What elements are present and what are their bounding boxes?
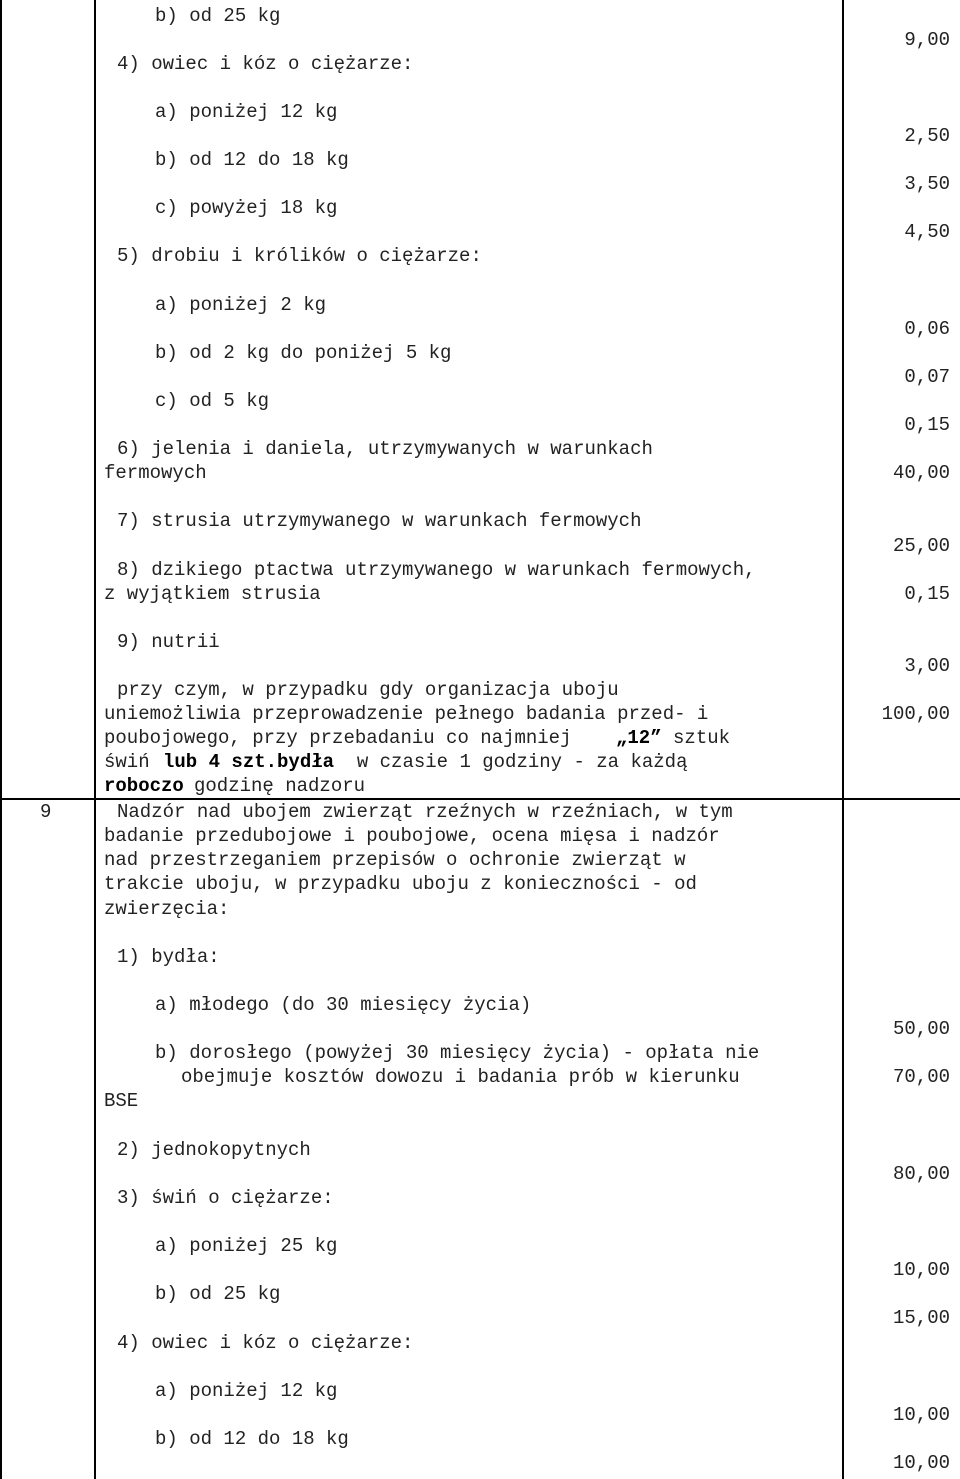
- description-line: zwierzęcia:: [104, 898, 230, 920]
- description-line: a) poniżej 25 kg: [155, 1235, 338, 1257]
- description-line: 6) jelenia i daniela, utrzymywanych w warunkach: [117, 438, 653, 460]
- fee-value: 4,50: [904, 221, 950, 243]
- description-line: BSE: [104, 1090, 139, 1112]
- description-line: badanie przedubojowe i poubojowe, ocena mięsa i nadzór: [104, 825, 720, 847]
- description-line: z wyjątkiem strusia: [104, 583, 321, 605]
- description-line: 2) jednokopytnych: [117, 1139, 311, 1161]
- description-line: 8) dzikiego ptactwa utrzymywanego w warunkach fermowych,: [117, 559, 756, 581]
- godzine-nadzoru: godzinę nadzoru: [194, 775, 366, 797]
- description-line: a) poniżej 12 kg: [155, 1380, 338, 1402]
- fee-value: 100,00: [881, 703, 950, 725]
- description-line: fermowych: [104, 462, 207, 484]
- fee-value: 2,50: [904, 125, 950, 147]
- description-line: a) poniżej 2 kg: [155, 294, 327, 316]
- description-line: c) od 5 kg: [155, 390, 270, 412]
- description-line: świń: [104, 751, 162, 773]
- description-line: b) od 25 kg: [155, 5, 281, 27]
- description-line: 1) bydła:: [117, 946, 220, 968]
- inline-bydla: [163, 750, 688, 774]
- description-line: trakcie uboju, w przypadku uboju z konieczności - od: [104, 873, 697, 895]
- column-divider-fee: [842, 0, 844, 1479]
- description-line: 3) świń o ciężarze:: [117, 1187, 334, 1209]
- table-left-border: [0, 0, 2, 1479]
- inline-godzine: [194, 774, 365, 798]
- fee-value: 15,00: [892, 1307, 950, 1329]
- description-line: 9) nutrii: [117, 631, 220, 653]
- description-line: uniemożliwia przeprowadzenie pełnego badania przed- i: [104, 703, 709, 725]
- time-text: w czasie 1 godziny - za każdą: [334, 751, 688, 773]
- description-line: nad przestrzeganiem przepisów o ochronie zwierząt w: [104, 849, 686, 871]
- description-line: przy czym, w przypadku gdy organizacja uboju: [117, 679, 619, 701]
- column-divider-number: [94, 0, 96, 1479]
- description-line: b) dorosłego (powyżej 30 miesięcy życia) - opłata nie: [155, 1042, 760, 1064]
- description-line: a) młodego (do 30 miesięcy życia): [155, 994, 532, 1016]
- fee-value: 80,00: [892, 1163, 950, 1185]
- description-line: b) od 12 do 18 kg: [155, 1428, 349, 1450]
- fee-value: 50,00: [892, 1018, 950, 1040]
- description-line: 4) owiec i kóz o ciężarze:: [117, 1332, 414, 1354]
- fee-value: 3,00: [904, 655, 950, 677]
- fee-value: 9,00: [904, 29, 950, 51]
- description-line: obejmuje kosztów dowozu i badania prób w kierunku: [181, 1066, 740, 1088]
- fee-value: 0,15: [904, 583, 950, 605]
- fee-value: 10,00: [892, 1259, 950, 1281]
- description-line: c) powyżej 18 kg: [155, 197, 338, 219]
- description-line: b) od 12 do 18 kg: [155, 149, 349, 171]
- row-number: 9: [40, 801, 52, 823]
- fee-value: 40,00: [892, 462, 950, 484]
- description-line: roboczo: [104, 775, 184, 797]
- description-line: 7) strusia utrzymywanego w warunkach fermowych: [117, 510, 642, 532]
- description-line: b) od 25 kg: [155, 1283, 281, 1305]
- fee-value: 70,00: [892, 1066, 950, 1088]
- description-line: 4) owiec i kóz o ciężarze:: [117, 53, 414, 75]
- description-line: a) poniżej 12 kg: [155, 101, 338, 123]
- description-line: Nadzór nad ubojem zwierząt rzeźnych w rzeźniach, w tym: [117, 801, 733, 823]
- fee-value: 10,00: [892, 1404, 950, 1426]
- fee-value: 0,07: [904, 366, 950, 388]
- description-line: 5) drobiu i królików o ciężarze:: [117, 245, 482, 267]
- fee-value: 25,00: [892, 535, 950, 557]
- quantity-12: „12”: [616, 727, 662, 749]
- fee-value: 0,06: [904, 318, 950, 340]
- lub-4-szt-bydla: lub 4 szt.bydła: [163, 751, 335, 773]
- description-line: b) od 2 kg do poniżej 5 kg: [155, 342, 452, 364]
- inline-quantity: [616, 726, 730, 750]
- fee-value: 10,00: [892, 1452, 950, 1474]
- description-line: poubojowego, przy przebadaniu co najmniej: [104, 727, 595, 749]
- fee-value: 0,15: [904, 414, 950, 436]
- fee-value: 3,50: [904, 173, 950, 195]
- unit-sztuk: sztuk: [661, 727, 731, 749]
